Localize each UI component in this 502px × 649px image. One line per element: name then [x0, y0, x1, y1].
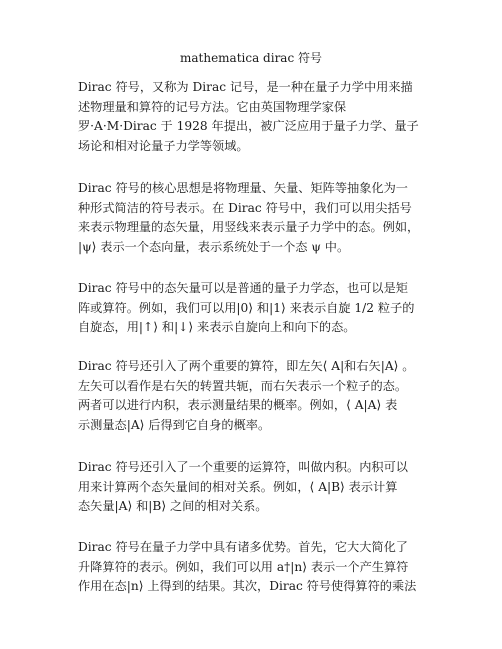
- paragraph-line: 示测量态|A⟩ 后得到它自身的概率。: [78, 417, 271, 432]
- paragraph-line: 阵或算符。例如，我们可以用|0⟩ 和|1⟩ 来表示自旋 1/2 粒子的: [78, 300, 415, 315]
- paragraph-definition: [78, 78, 438, 156]
- paragraph-inner-product: [78, 458, 438, 517]
- paragraph-line: 升降算符的表示。例如，我们可以用 a†|n⟩ 表示一个产生算符: [78, 559, 409, 574]
- paragraph-line: 罗·A·M·Dirac 于 1928 年提出，被广泛应用于量子力学、量子: [78, 119, 419, 134]
- paragraph-bra-ket: [78, 357, 438, 435]
- paragraph-state-vectors: [78, 279, 438, 338]
- paragraph-line: 述物理量和算符的记号方法。它由英国物理学家保: [78, 99, 347, 114]
- paragraph-line: 态矢量|A⟩ 和|B⟩ 之间的相对关系。: [78, 499, 268, 514]
- paragraph-line: Dirac 符号还引入了一个重要的运算符，叫做内积。内积可以: [78, 460, 408, 474]
- paragraph-line: 左矢可以看作是右矢的转置共轭，而右矢表示一个粒子的态。: [78, 378, 408, 393]
- paragraph-line: 场论和相对论量子力学等领域。: [78, 138, 249, 153]
- paragraph-line: 用来计算两个态矢量间的相对关系。例如，⟨ A|B⟩ 表示计算: [78, 479, 398, 494]
- paragraph-line: 自旋态，用|↑⟩ 和|↓⟩ 来表示自旋向上和向下的态。: [78, 320, 356, 335]
- paragraph-line: Dirac 符号在量子力学中具有诸多优势。首先，它大大简化了: [78, 540, 408, 554]
- document-title: mathematica dirac 符号: [179, 51, 322, 65]
- paragraph-line: Dirac 符号，又称为 Dirac 记号，是一种在量子力学中用来描: [78, 80, 413, 94]
- paragraph-line: 来表示物理量的态矢量，用竖线来表示量子力学中的态。例如，: [78, 220, 420, 235]
- paragraph-core-idea: [78, 179, 438, 257]
- paragraph-line: 两者可以进行内积，表示测量结果的概率。例如，⟨ A|A⟩ 表: [78, 398, 398, 413]
- paragraph-line: Dirac 符号还引入了两个重要的算符，即左矢⟨ A|和右矢|A⟩ 。: [78, 359, 415, 373]
- paragraph-advantages: [78, 538, 438, 597]
- paragraph-line: |ψ⟩ 表示一个态向量，表示系统处于一个态 ψ 中。: [78, 239, 350, 254]
- paragraph-line: Dirac 符号的核心思想是将物理量、矢量、矩阵等抽象化为一: [78, 181, 408, 195]
- paragraph-line: Dirac 符号中的态矢量可以是普通的量子力学态，也可以是矩: [78, 281, 408, 295]
- paragraph-line: 种形式简洁的符号表示。在 Dirac 符号中，我们可以用尖括号: [78, 200, 412, 215]
- paragraph-line: 作用在态|n⟩ 上得到的结果。其次，Dirac 符号使得算符的乘法: [78, 579, 417, 594]
